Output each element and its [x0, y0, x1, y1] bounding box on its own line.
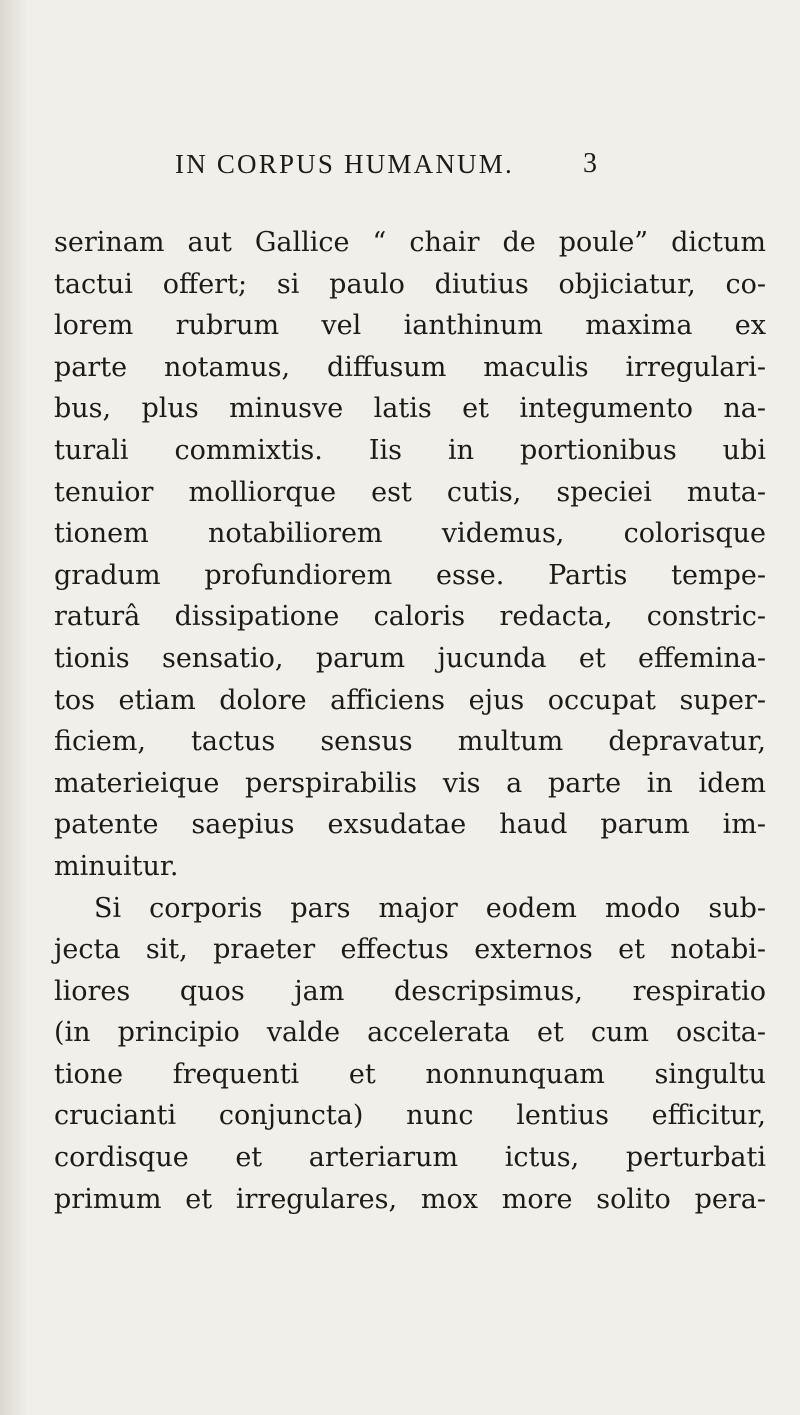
- text-line: gradum profundiorem esse. Partis tempe-: [54, 559, 766, 591]
- paragraph-end-line: minuitur.: [54, 850, 179, 882]
- text-line: tionis sensatio, parum jucunda et effemina-: [54, 642, 766, 674]
- text-line: liores quos jam descripsimus, respiratio: [54, 975, 766, 1007]
- text-line: serinam aut Gallice “ chair de poule” dictum: [54, 227, 766, 258]
- text-line: parte notamus, diffusum maculis irregulari-: [54, 351, 766, 383]
- text-line: (in principio valde accelerata et cum oscita-: [54, 1017, 766, 1049]
- text-line: crucianti conjuncta) nunc lentius efficitur,: [54, 1100, 766, 1132]
- text-line: jecta sit, praeter effectus externos et notabi-: [54, 934, 766, 966]
- running-title: IN CORPUS HUMANUM.: [175, 149, 514, 179]
- running-head: [0, 148, 800, 188]
- text-line: cordisque et arteriarum ictus, perturbati: [54, 1142, 766, 1174]
- paragraph-start-line: Si corporis pars major eodem modo sub-: [94, 892, 766, 924]
- text-line: raturâ dissipatione caloris redacta, constric-: [54, 601, 766, 633]
- text-line: primum et irregulares, mox more solito pera-: [54, 1183, 766, 1215]
- text-line: patente saepius exsudatae haud parum im-: [54, 809, 766, 841]
- body-text: [54, 222, 766, 1220]
- text-line: tione frequenti et nonnunquam singultu: [54, 1058, 766, 1090]
- text-line: tionem notabiliorem videmus, colorisque: [54, 518, 766, 550]
- text-line: tactui offert; si paulo diutius objiciatur, co-: [54, 268, 766, 300]
- text-line: ficiem, tactus sensus multum depravatur,: [54, 726, 766, 758]
- text-line: bus, plus minusve latis et integumento na-: [54, 393, 766, 425]
- binding-gutter: [0, 0, 28, 1415]
- text-line: lorem rubrum vel ianthinum maxima ex: [54, 310, 766, 342]
- text-line: materieique perspirabilis vis a parte in idem: [54, 767, 766, 799]
- text-line: turali commixtis. Iis in portionibus ubi: [54, 434, 766, 466]
- text-line: tos etiam dolore afficiens ejus occupat super-: [54, 684, 766, 716]
- text-line: tenuior molliorque est cutis, speciei muta-: [54, 476, 766, 508]
- page-number: 3: [583, 148, 597, 179]
